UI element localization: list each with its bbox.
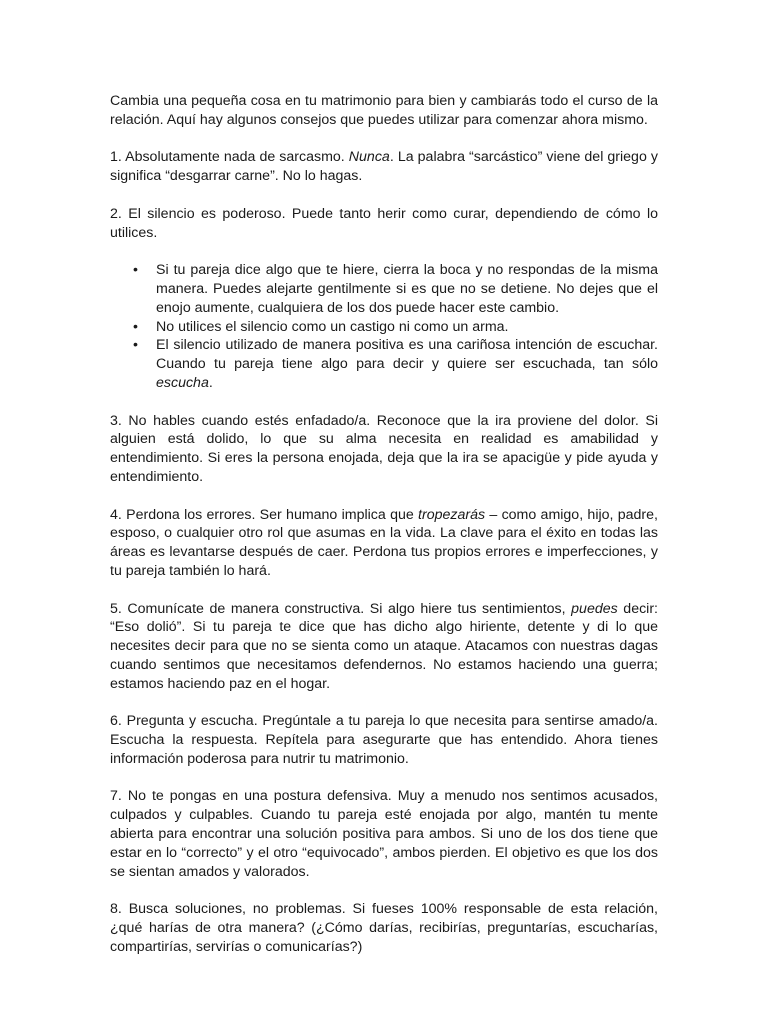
tip-6: 6. Pregunta y escucha. Pregúntale a tu pareja lo que necesita para sentirse amado/a. Escucha la respuesta. Repítela para asegurarte que has entendido. Ahora tienes información poderosa para nutrir tu matrimonio. — [110, 713, 658, 767]
tip-5 — [110, 600, 658, 694]
tip-1-text: 1. Absolutamente nada de sarcasmo. — [110, 149, 349, 166]
tip-4-text: 4. Perdona los errores. Ser humano implica que — [110, 506, 419, 523]
bullet-item: • No utilices el silencio como un castigo ni como un arma. — [156, 318, 658, 337]
tip-2: 2. El silencio es poderoso. Puede tanto herir como curar, dependiendo de cómo lo utilices. — [110, 205, 658, 241]
tip-4-text-end: – como amigo, hijo, padre, esposo, o cualquier otro rol que asumas en la vida. La clave para el éxito en todas las áreas es levantarse después de caer. Perdona tus propios errores e imperfecciones, y tu pareja también lo hará. — [110, 506, 658, 579]
bullet-emphasis: escucha — [156, 374, 209, 391]
tip-4 — [110, 506, 658, 581]
intro-paragraph: Cambia una pequeña cosa en tu matrimonio para bien y cambiarás todo el curso de la relación. Aquí hay algunos consejos que puedes utilizar para comenzar ahora mismo. — [110, 93, 658, 128]
tip-2-bullet-list — [110, 261, 658, 393]
tip-5-text: 5. Comunícate de manera constructiva. Si algo hiere tus sentimientos, — [110, 600, 572, 617]
tip-5-text-end: decir: “Eso dolió”. Si tu pareja te dice que has dicho algo hiriente, detente y di lo que necesites decir para que no se sienta como un ataque. Atacamos con nuestras dagas cuando sentimos que necesitamos defendernos. No estamos haciendo una guerra; estamos haciendo paz en el hogar. — [110, 600, 658, 692]
tip-8: 8. Busca soluciones, no problemas. Si fueses 100% responsable de esta relación, ¿qué harías de otra manera? (¿Cómo darías, recibirías, preguntarías, escucharías, compartirías, servirías o comunicarías?) — [110, 901, 658, 955]
tip-5-emphasis: puedes — [571, 600, 618, 617]
bullet-text-end: . — [208, 374, 213, 391]
tip-1-emphasis: Nunca — [348, 149, 390, 166]
tip-7: 7. No te pongas en una postura defensiva. Muy a menudo nos sentimos acusados, culpados y culpables. Cuando tu pareja esté enojada por algo, mantén tu mente abierta para encontrar una solución positiva para ambos. Si uno de los dos tiene que estar en lo “correcto” y el otro “equivocado”, ambos pierden. El objetivo es que los dos se sientan amados y valorados. — [110, 788, 658, 880]
bullet-item — [156, 336, 658, 392]
tip-1-text-end: . La palabra “sarcástico” viene del griego y significa “desgarrar carne”. No lo hagas. — [110, 149, 658, 185]
tip-1 — [110, 148, 658, 186]
bullet-text: El silencio utilizado de manera positiva es una cariñosa intención de escuchar. Cuando tu pareja tiene algo para decir y quiere ser escuchada, tan sólo — [156, 337, 658, 373]
tip-3: 3. No hables cuando estés enfadado/a. Reconoce que la ira proviene del dolor. Si alguien está dolido, lo que su alma necesita en realidad es amabilidad y entendimiento. Si eres la persona enojada, deja que la ira se apacigüe y pide ayuda y entendimiento. — [110, 412, 658, 485]
tip-4-emphasis: tropezarás — [418, 506, 486, 523]
bullet-item: • Si tu pareja dice algo que te hiere, cierra la boca y no respondas de la misma manera. Puedes alejarte gentilmente si es que no se detiene. No dejes que el enojo aumente, cualquiera de los dos puede hacer este cambio. — [156, 261, 658, 317]
